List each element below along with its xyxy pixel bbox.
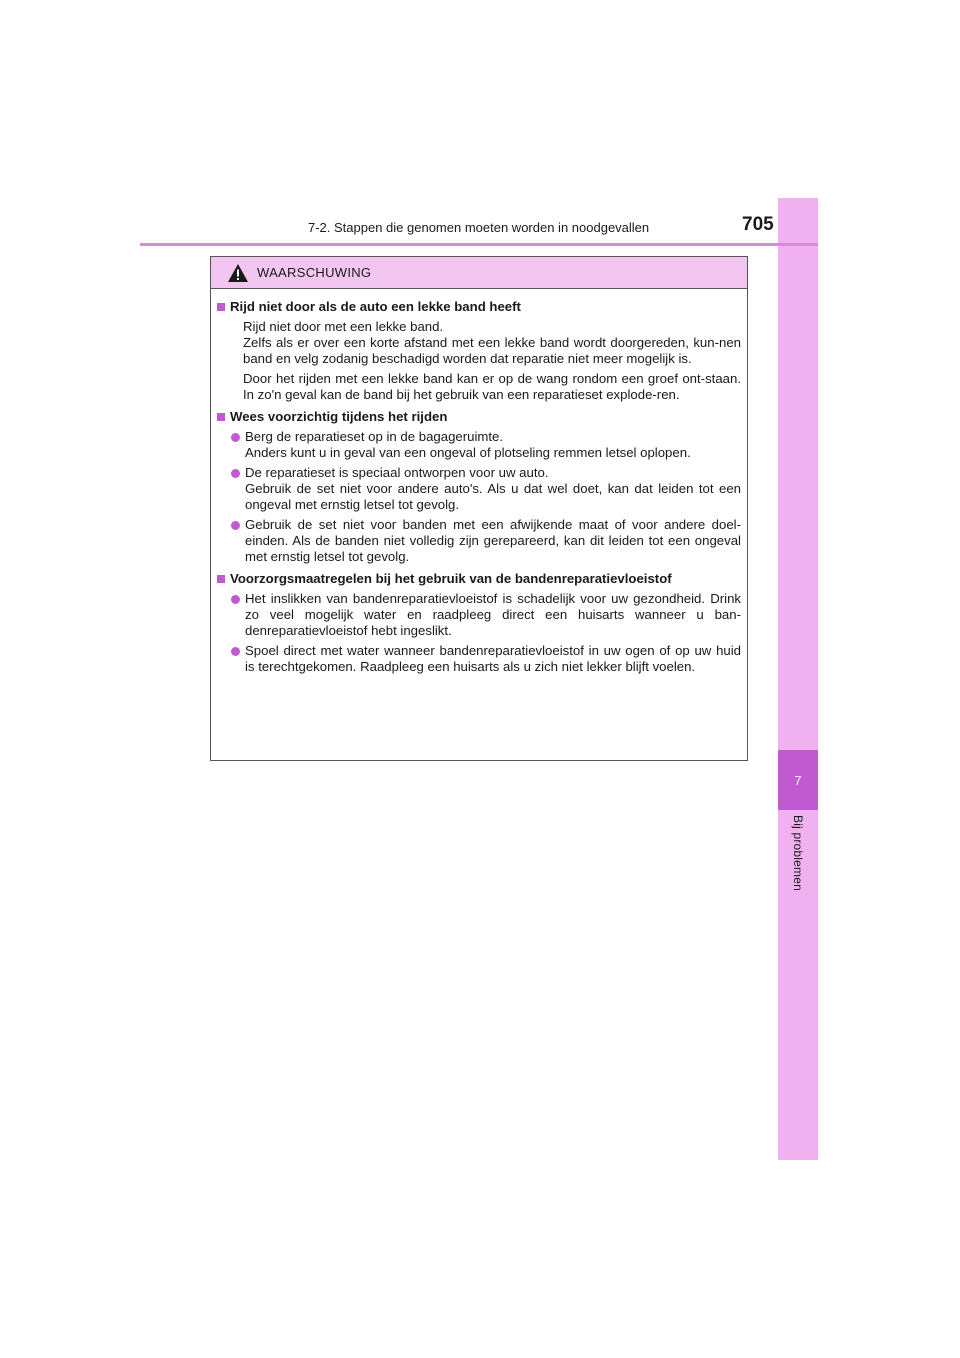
list-item xyxy=(231,643,741,675)
section-heading-text: Wees voorzichtig tijdens het rijden xyxy=(230,409,448,424)
warning-header xyxy=(211,257,747,289)
circle-bullet-icon xyxy=(231,521,240,530)
warning-triangle-icon xyxy=(227,263,249,283)
section-heading xyxy=(217,299,741,315)
section-heading-text: Voorzorgsmaatregelen bij het gebruik van de bandenreparatievloeistof xyxy=(230,571,672,586)
list-item xyxy=(231,429,741,461)
section-paragraph: Door het rijden met een lekke band kan er op de wang rondom een groef ont-staan. In zo'n geval kan de band bij het gebruik van een reparatieset explode-ren. xyxy=(243,371,741,402)
square-bullet-icon xyxy=(217,413,225,421)
warning-box xyxy=(210,256,748,761)
section-heading-text: Rijd niet door als de auto een lekke band heeft xyxy=(230,299,521,314)
circle-bullet-icon xyxy=(231,595,240,604)
square-bullet-icon xyxy=(217,303,225,311)
chapter-number: 7 xyxy=(794,772,802,788)
section-heading xyxy=(217,571,741,587)
list-item-text: De reparatieset is speciaal ontworpen voor uw auto. Gebruik de set niet voor andere auto's. Als u dat wel doet, kan dat leiden tot een ongeval met ernstig letsel tot gevolg. xyxy=(245,465,741,512)
header-divider xyxy=(140,243,818,246)
square-bullet-icon xyxy=(217,575,225,583)
section-header-title: 7-2. Stappen die genomen moeten worden in noodgevallen xyxy=(308,220,650,235)
warning-body xyxy=(211,289,747,675)
list-item-text: Berg de reparatieset op in de bagageruimte. Anders kunt u in geval van een ongeval of plotseling remmen letsel oplopen. xyxy=(245,429,691,460)
page-number: 705 xyxy=(742,214,774,235)
list-item-text: Spoel direct met water wanneer bandenreparatievloeistof in uw ogen of op uw huid is terechtgekomen. Raadpleeg een huisarts als u zich niet lekker blijft voelen. xyxy=(245,643,741,674)
section-heading xyxy=(217,409,741,425)
list-item-text: Gebruik de set niet voor banden met een afwijkende maat of voor andere doel-einden. Als de banden niet volledig zijn gerepareerd, kan dit leiden tot een ongeval met ernstig letsel tot gevolg. xyxy=(245,517,741,564)
list-item xyxy=(231,465,741,513)
chapter-label-tab xyxy=(778,815,818,925)
warning-title: WAARSCHUWING xyxy=(257,265,372,280)
list-item-text: Het inslikken van bandenreparatievloeistof is schadelijk voor uw gezondheid. Drink zo veel mogelijk water en raadpleeg direct een huisarts wanneer u ban-denreparatievloeistof hebt ingeslikt. xyxy=(245,591,741,638)
list-item xyxy=(231,517,741,565)
chapter-number-tab xyxy=(778,750,818,810)
circle-bullet-icon xyxy=(231,433,240,442)
circle-bullet-icon xyxy=(231,469,240,478)
list-item xyxy=(231,591,741,639)
chapter-label: Bij problemen xyxy=(791,815,805,891)
chapter-side-tab xyxy=(778,198,818,1160)
section-paragraph: Rijd niet door met een lekke band. Zelfs als er over een korte afstand met een lekke band wordt doorgereden, kun-nen band en velg zodanig beschadigd worden dat reparatie niet meer mogelijk is. xyxy=(243,319,741,366)
circle-bullet-icon xyxy=(231,647,240,656)
